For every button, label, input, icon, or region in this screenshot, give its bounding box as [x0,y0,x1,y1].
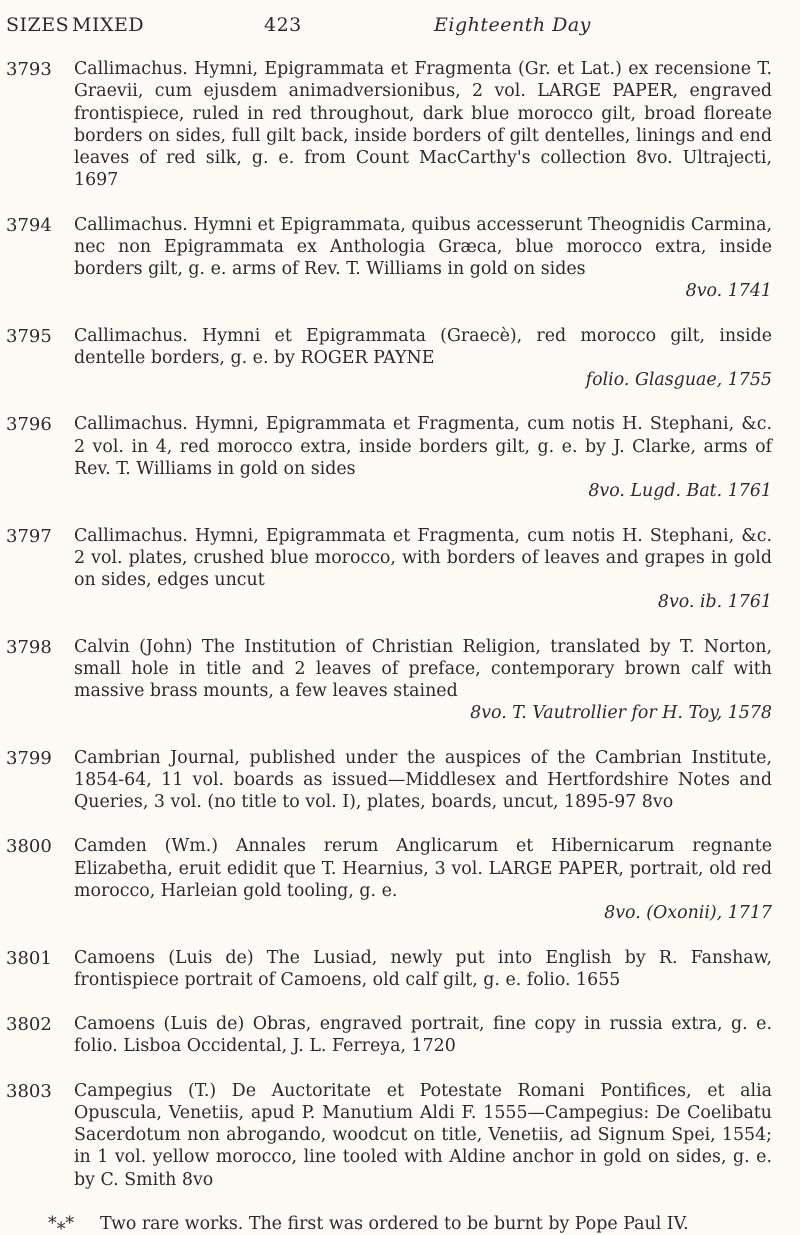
entry-description [74,325,772,392]
entry-body: Callimachus. Hymni, Epigrammata et Fragmenta, cum notis H. Stephani, &c. 2 vol. plates, crushed blue morocco, with borders of leaves and grapes in gold on sides, edges uncut [74,525,772,591]
lot-number: 3795 [6,325,52,347]
lot-number: 3797 [6,525,52,547]
entry-body: Callimachus. Hymni, Epigrammata et Fragmenta, cum notis H. Stephani, &c. 2 vol. in 4, red morocco extra, inside borders gilt, g. e. by J. Clarke, arms of Rev. T. Williams in gold on sides [74,414,772,479]
page-number: 423 [264,14,302,36]
entry-body: Camoens (Luis de) The Lusiad, newly put into English by R. Fanshaw, frontispiece portrait of Camoens, old calf gilt, g. e. folio. 1655 [74,947,772,990]
catalogue-entry [6,214,772,303]
lot-number: 3798 [6,636,52,658]
entry-body: Camoens (Luis de) Obras, engraved portrait, fine copy in russia extra, g. e. folio. Lisboa Occidental, J. L. Ferreya, 1720 [74,1014,772,1057]
footnote-mark: *⁎* [48,1213,75,1234]
lot-number: 3803 [6,1080,52,1102]
lot-number: 3802 [6,1014,52,1036]
catalogue-entry [6,1080,772,1191]
lot-number: 3794 [6,214,52,236]
entry-imprint: 8vo. (Oxonii), 1717 [604,903,772,924]
lot-number: 3799 [6,747,52,769]
entry-body: Calvin (John) The Institution of Christian Religion, translated by T. Norton, small hole in title and 2 leaves of preface, contemporary brown calf with massive brass mounts, a few leaves stained [74,636,772,702]
entry-body: Camden (Wm.) Annales rerum Anglicarum et Hibernicarum regnante Elizabetha, eruit edidit que T. Hearnius, 3 vol. LARGE PAPER, portrait, old red morocco, Harleian gold tooling, g. e. [74,836,772,901]
catalogue-entry [6,636,772,725]
catalogue-entry [6,525,772,614]
entry-body: Callimachus. Hymni, Epigrammata et Fragmenta (Gr. et Lat.) ex recensione T. Graevii, cum ejusdem animadversionibus, 2 vol. LARGE PAPER, engraved frontispiece, ruled in red throughout, dark blue morocco gilt, broad floreate borders on sides, full gilt back, inside borders of gilt dentelles, linings and end leaves of red silk, g. e. from Count MacCarthy's collection 8vo. Ultrajecti, 1697 [74,59,772,191]
entry-description [74,413,772,502]
entry-description [74,525,772,614]
entry-description [74,835,772,924]
lot-number: 3800 [6,836,52,858]
catalogue-entry [6,58,772,192]
entry-imprint: 8vo. 1741 [685,281,772,302]
entry-description [74,1080,772,1191]
entry-description [74,1013,772,1058]
entry-imprint: 8vo. T. Vautrollier for H. Toy, 1578 [470,703,772,724]
entry-body: Campegius (T.) De Auctoritate et Potestate Romani Pontifices, et alia Opuscula, Venetiis, apud P. Manutium Aldi F. 1555—Campegius: De Coelibatu Sacerdotum non abrogando, woodcut on title, Venetiis, ad Signum Spei, 1554; in 1 vol. yellow morocco, line tooled with Aldine anchor in gold on sides, g. e. by C. Smith 8vo [74,1080,772,1190]
page-header [6,14,772,36]
lot-number: 3801 [6,947,52,969]
entry-body: Callimachus. Hymni et Epigrammata (Graecè), red morocco gilt, inside dentelle borders, g. e. by ROGER PAYNE [74,325,772,368]
header-sizes: SIZES [6,14,70,36]
entry-description [74,58,772,192]
footnote [6,1213,772,1235]
entry-imprint: 8vo. ib. 1761 [657,592,772,613]
catalogue-entry [6,835,772,924]
lot-number: 3796 [6,414,52,436]
entry-description [74,636,772,725]
lot-number: 3793 [6,59,52,80]
entry-description [74,214,772,303]
catalogue-entry [6,1013,772,1058]
entry-body: Callimachus. Hymni et Epigrammata, quibus accesserunt Theognidis Carmina, nec non Epigrammata ex Anthologia Græca, blue morocco extra, inside borders gilt, g. e. arms of Rev. T. Williams in gold on sides [74,214,772,280]
header-mixed: MIXED [72,14,145,36]
footnote-text: Two rare works. The first was ordered to be burnt by Pope Paul IV. [100,1213,689,1234]
entry-description [74,947,772,992]
catalogue-entry [6,413,772,502]
entry-body: Cambrian Journal, published under the auspices of the Cambrian Institute, 1854-64, 11 vol. boards as issued—Middlesex and Hertfordshire Notes and Queries, 3 vol. (no title to vol. I), plates, boards, uncut, 1895-97 8vo [74,747,772,813]
header-day: Eighteenth Day [434,14,591,36]
catalogue-entry [6,325,772,392]
entry-imprint: folio. Glasguae, 1755 [585,370,772,391]
entry-list [6,58,772,1191]
entry-description [74,747,772,814]
entry-imprint: 8vo. Lugd. Bat. 1761 [588,481,772,502]
catalogue-entry [6,947,772,992]
catalogue-entry [6,747,772,814]
